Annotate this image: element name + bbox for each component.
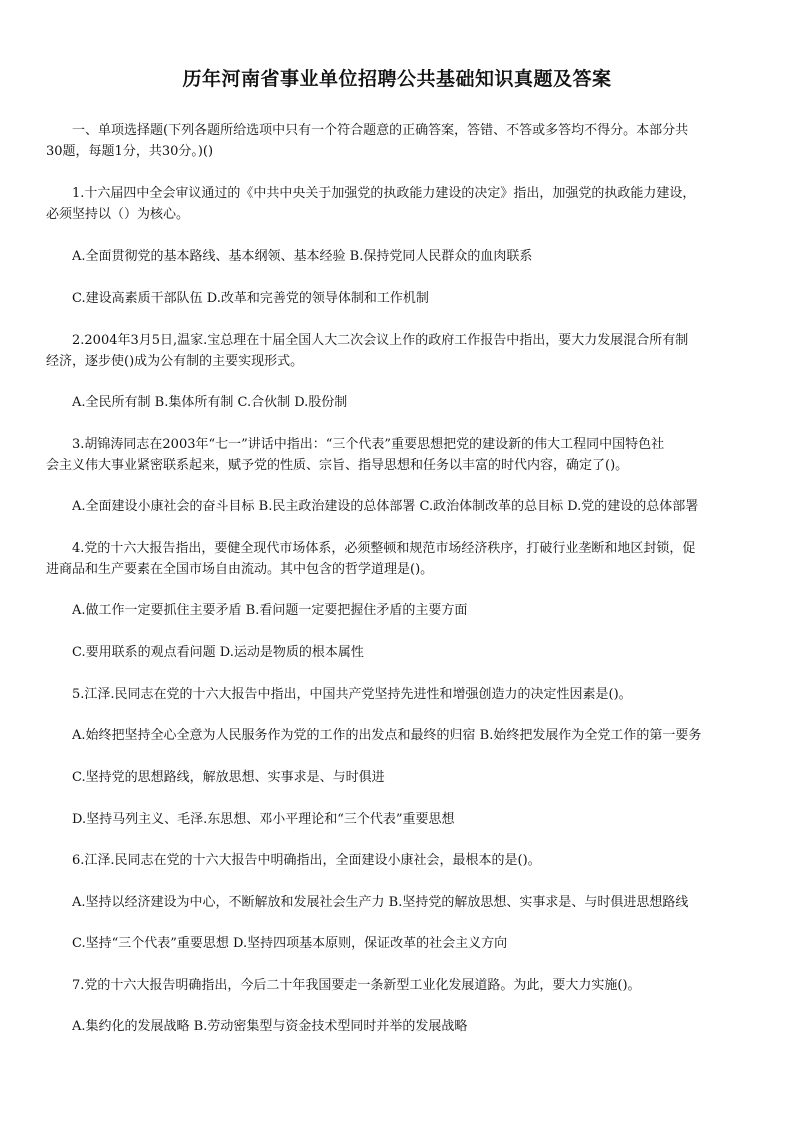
question-6-option-line-2: [72, 933, 752, 954]
question-5-option-line-2: [72, 767, 752, 788]
question-6-stem: [72, 850, 752, 871]
question-1-option-line-2: [72, 288, 752, 309]
option-line: A.做工作一定要抓住主要矛盾 B.看问题一定要把握住矛盾的主要方面: [72, 603, 468, 618]
question-stem-line: 2.2004年3月5日,温家.宝总理在十届全国人大二次会议上作的政府工作报告中指出，要大力发展混合所有制: [72, 333, 689, 348]
option-line: C.要用联系的观点看问题 D.运动是物质的根本属性: [72, 645, 364, 660]
option-line: A.集约化的发展战略 B.劳动密集型与资金技术型同时并举的发展战略: [72, 1019, 468, 1034]
question-3-stem: [46, 434, 752, 476]
question-stem-line: 6.江泽.民同志在党的十六大报告中明确指出，全面建设小康社会，最根本的是()。: [72, 853, 541, 868]
question-5-stem: [72, 684, 752, 705]
document-title: 历年河南省事业单位招聘公共基础知识真题及答案: [182, 68, 612, 90]
section-heading-line-2: 30题，每题1分，共30分。)(): [46, 144, 214, 159]
question-4-option-line-2: [72, 642, 752, 663]
question-4-option-line-1: [72, 600, 752, 621]
option-line: A.全面建设小康社会的奋斗目标 B.民主政治建设的总体部署 C.政治体制改革的总目标 D.党的建设的总体部署: [72, 499, 699, 514]
question-4-stem: [46, 538, 752, 580]
question-7-stem: [72, 975, 752, 996]
question-stem-line: 5.江泽.民同志在党的十六大报告中指出，中国共产党坚持先进性和增强创造力的决定性因素是()。: [72, 687, 632, 702]
question-stem-line: 7.党的十六大报告明确指出，今后二十年我国要走一条新型工业化发展道路。为此，要大力实施()。: [72, 978, 641, 993]
question-stem-line: 经济，逐步使()成为公有制的主要实现形式。: [46, 354, 304, 369]
option-line: C.坚持党的思想路线，解放思想、实事求是、与时俱进: [72, 770, 385, 785]
option-line: A.全民所有制 B.集体所有制 C.合伙制 D.股份制: [72, 395, 348, 410]
question-5-option-line-1: [72, 725, 752, 746]
option-line: A.始终把坚持全心全意为人民服务作为党的工作的出发点和最终的归宿 B.始终把发展作为全党工作的第一要务: [72, 728, 702, 743]
question-2-stem: [46, 330, 752, 372]
question-5-option-line-3: [72, 809, 752, 830]
option-line: A.坚持以经济建设为中心，不断解放和发展社会生产力 B.坚持党的解放思想、实事求是、与时俱进思想路线: [72, 895, 689, 910]
question-1-option-line-1: [72, 246, 752, 267]
section-heading-line-1: 一、单项选择题(下列各题所给选项中只有一个符合题意的正确答案，答错、不答或多答均不得分。本部分共: [72, 123, 689, 138]
question-6-option-line-1: [72, 892, 752, 913]
section-heading: [46, 120, 752, 162]
question-stem-line: 3.胡锦涛同志在2003年“七一”讲话中指出：“三个代表”重要思想把党的建设新的伟大工程同中国特色社: [72, 437, 665, 452]
option-line: C.建设高素质干部队伍 D.改革和完善党的领导体制和工作机制: [72, 291, 429, 306]
question-stem-line: 会主义伟大事业紧密联系起来，赋予党的性质、宗旨、指导思想和任务以丰富的时代内容，确定了()。: [46, 458, 629, 473]
question-1-stem: [46, 183, 752, 225]
question-stem-line: 1.十六届四中全会审议通过的《中共中央关于加强党的执政能力建设的决定》指出，加强党的执政能力建设，: [72, 186, 696, 201]
question-7-option-line-1: [72, 1016, 752, 1037]
question-2-option-line-1: [72, 392, 752, 413]
option-line: C.坚持“三个代表”重要思想 D.坚持四项基本原则，保证改革的社会主义方向: [72, 936, 508, 951]
option-line: A.全面贯彻党的基本路线、基本纲领、基本经验 B.保持党同人民群众的血肉联系: [72, 249, 533, 264]
option-line: D.坚持马列主义、毛泽.东思想、邓小平理论和“三个代表”重要思想: [72, 812, 455, 827]
question-stem-line: 必须坚持以（）为核心。: [46, 207, 190, 222]
question-stem-line: 进商品和生产要素在全国市场自由流动。其中包含的哲学道理是()。: [46, 562, 434, 577]
question-stem-line: 4.党的十六大报告指出，要健全现代市场体系，必须整顿和规范市场经济秩序，打破行业垄断和地区封锁，促: [72, 541, 696, 556]
question-3-option-line-1: [72, 496, 752, 517]
